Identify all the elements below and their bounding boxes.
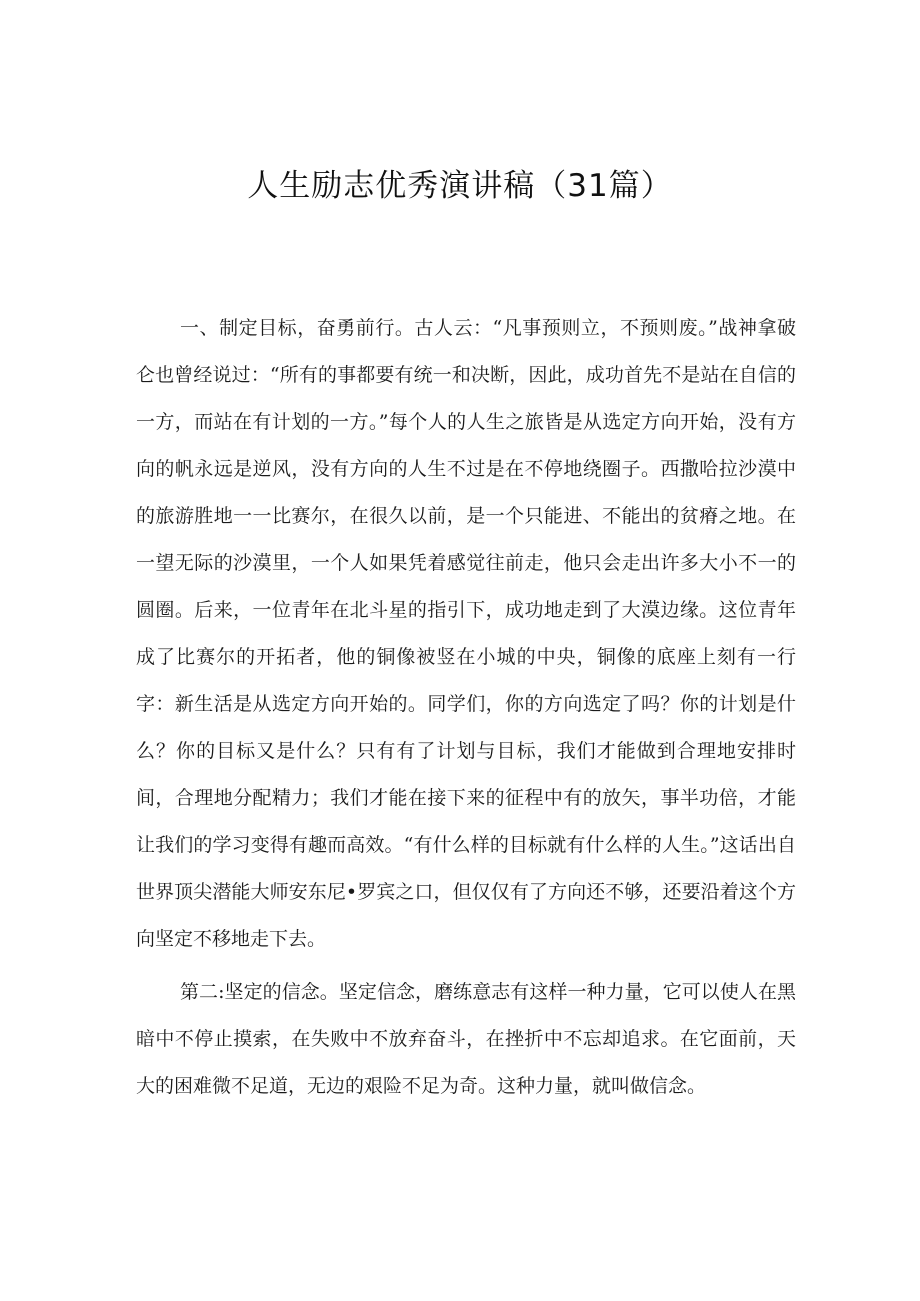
document-title: 人生励志优秀演讲稿（31篇） <box>247 168 673 204</box>
document-body <box>136 305 796 1110</box>
paragraph-goals: 一、制定目标，奋勇前行。古人云：“凡事预则立，不预则废。”战神拿破仑也曾经说过：“所有的事都要有统一和决断，因此，成功首先不是站在自信的一方，而站在有计划的一方。”每个人的人生之旅皆是从选定方向开始，没有方向的帆永远是逆风，没有方向的人生不过是在不停地绕圈子。西撒哈拉沙漠中的旅游胜地一一比赛尔，在很久以前，是一个只能进、不能出的贫瘠之地。在一望无际的沙漠里，一个人如果凭着感觉往前走，他只会走出许多大小不一的圆圈。后来，一位青年在北斗星的指引下，成功地走到了大漠边缘。这位青年成了比赛尔的开拓者，他的铜像被竖在小城的中央，铜像的底座上刻有一行字：新生活是从选定方向开始的。同学们，你的方向选定了吗？你的计划是什么？你的目标又是什么？只有有了计划与目标，我们才能做到合理地安排时间，合理地分配精力；我们才能在接下来的征程中有的放矢，事半功倍，才能让我们的学习变得有趣而高效。“有什么样的目标就有什么样的人生。”这话出自世界顶尖潜能大师安东尼•罗宾之口，但仅仅有了方向还不够，还要沿着这个方向坚定不移地走下去。 <box>136 317 796 950</box>
paragraph-belief: 第二:坚定的信念。坚定信念，磨练意志有这样一种力量，它可以使人在黑暗中不停止摸索，在失败中不放弃奋斗，在挫折中不忘却追求。在它面前，天大的困难微不足道，无边的艰险不足为奇。这种力量，就叫做信念。 <box>136 981 796 1097</box>
